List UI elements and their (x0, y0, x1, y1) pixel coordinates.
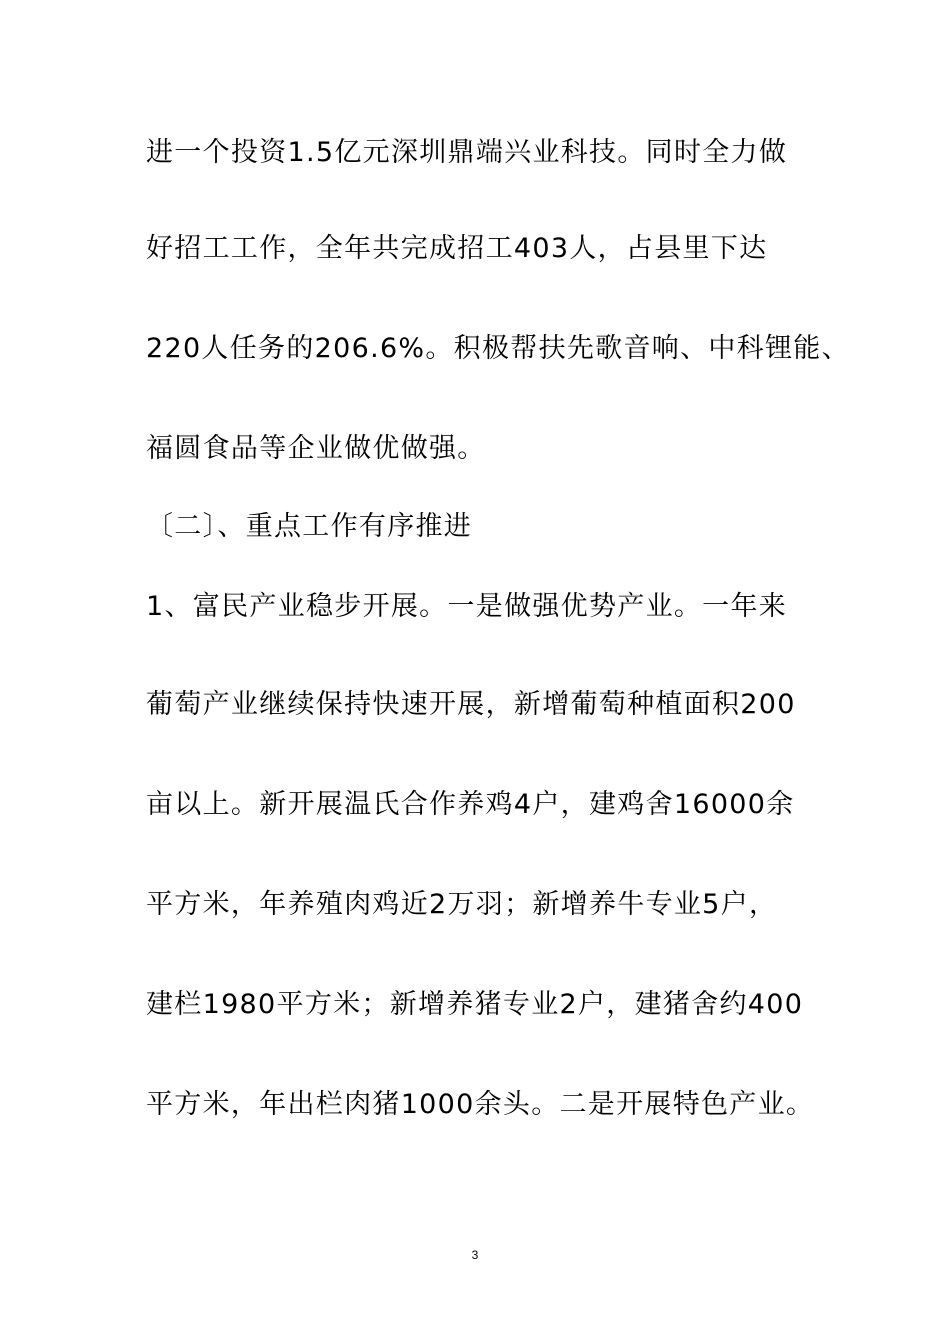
body-text-line: 葡萄产业继续保持快速开展，新增葡萄种植面积200 (146, 689, 796, 720)
page-number: 3 (471, 1248, 479, 1262)
body-text-line: 平方米，年出栏肉猪1000余头。二是开展特色产业。 (146, 1089, 815, 1120)
body-text-line: 亩以上。新开展温氏合作养鸡4户，建鸡舍16000余 (146, 789, 795, 820)
body-text-line: 好招工工作，全年共完成招工403人，占县里下达 (146, 233, 768, 264)
body-text-line: 福圆食品等企业做优做强。 (146, 433, 486, 464)
body-text-line: 1、富民产业稳步开展。一是做强优势产业。一年来 (146, 591, 788, 622)
body-text-line: 220人任务的206.6%。积极帮扶先歌音响、中科锂能、 (146, 333, 850, 364)
body-text-line: 平方米，年养殖肉鸡近2万羽；新增养牛专业5户， (146, 889, 778, 920)
body-text-line: 进一个投资1.5亿元深圳鼎端兴业科技。同时全力做 (146, 137, 788, 168)
body-text-line: 建栏1980平方米；新增养猪专业2户，建猪舍约400 (146, 989, 804, 1020)
section-heading: 〔二〕、重点工作有序推进 (146, 511, 473, 542)
